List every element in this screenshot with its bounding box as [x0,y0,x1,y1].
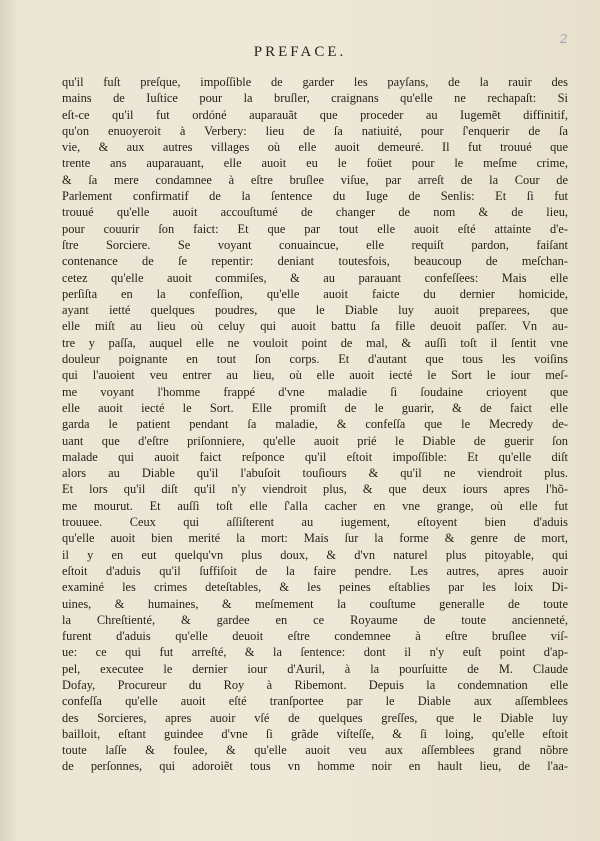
text-line: tre y paſſa, auquel elle ne vouloit point de mal, & auſſi toſt il ſentit vne [62,335,568,350]
text-line: uines, & humaines, & meſmement la couſtume generalle de toute [62,596,568,611]
text-line: trente ans auparauant, elle auoit eu le foüet pour le meſme crime, [62,156,568,171]
text-line: qu'il fuſt preſque, impoſſible de garder les payſans, de la rauir des [62,75,568,89]
text-line: trouué qu'elle auoit accouſtumé de changer de nom & de lieu, [62,205,568,220]
text-line: des Sorcieres, apres auoir vſé de quelques greſſes, que le Diable luy [62,710,568,725]
text-line: Parlement confirmatif de la ſentence du Iuge de Senlis: Et ſi fut [62,189,568,204]
text-line: pel, executee le dernier iour d'Auril, à la pourſuitte de M. Claude [62,661,568,676]
text-line: de perſonnes, qui adoroiẽt tous vn homme noir en hault lieu, de l'aa- [62,759,568,774]
text-line: contenance de ſe repentir: deniant toutesfois, beaucoup de meſchan- [62,254,568,269]
text-line: malade qui auoit faict reſponce qu'il eſtoit impoſſible: Et qu'elle diſt [62,449,568,464]
text-line: Dofay, Procureur du Roy à Ribemont. Depuis la condemnation elle [62,677,568,692]
text-line: uant que d'eſtre priſonniere, qu'elle auoit prié le Diable de guerir ſon [62,433,568,448]
text-line: & ſa mere condamnee à eſtre bruſlee viſue, par arreſt de la Cour de [62,172,568,187]
text-line: perſiſta en la confeſſion, qu'elle auoit faicte du dernier homicide, [62,286,568,301]
text-line: examiné les crimes deteſtables, & les peines eſtablies par les loix Di- [62,580,568,595]
text-line: alors au Diable qu'il l'abuſoit touſiours & qu'il ne viendroit plus. [62,466,568,481]
text-line: mains de Iuſtice pour la bruſler, craignans qu'elle ne rechapaſt: Si [62,91,568,106]
text-line: elle auoit iecté le Sort. Elle promiſt de le guarir, & de faict elle [62,400,568,415]
text-line: ue: ce qui fut arreſté, & la ſentence: dont il n'y euſt point d'ap- [62,645,568,660]
text-line: la Chreſtienté, & gardee en ce Royaume de toute ancienneté, [62,612,568,627]
text-line: qu'elle auoit bien merité la mort: Mais ſur la forme & genre de mort, [62,531,568,546]
text-line: qui l'auoient veu entrer au lieu, où elle auoit iecté le Sort le iour meſ- [62,368,568,383]
text-line: vie, & aux autres villages où elle auoit demeuré. Il fut trouué que [62,140,568,155]
text-line: toute laſſe & foulee, & qu'elle auoit veu aux aſſemblees grand nõbre [62,743,568,758]
text-line: Et lors qu'il diſt qu'il n'y viendroit plus, & que deux iours apres l'hõ- [62,482,568,497]
text-line: confeſſa qu'elle auoit eſté tranſportee par le Diable aux aſſemblees [62,694,568,709]
text-line: bailloit, eſtant guindee d'vne ſi grãde viſteſſe, & ſi loing, qu'elle eſtoit [62,726,568,741]
text-line: me voyant l'homme frappé d'vne maladie ſi ſoudaine crioyent que [62,384,568,399]
text-line: ayant ietté quelques poudres, que le Diable luy auoit preparees, que [62,303,568,318]
text-line: furent d'aduis qu'elle deuoit eſtre condemnee à eſtre bruſlee viſ- [62,629,568,644]
text-line: eſtoit d'aduis qu'il ſuffiſoit de la faire pendre. Les autres, apres auoir [62,563,568,578]
text-line: pour couurir ſon faict: Et que par tout elle auoit eſté attainte d'e- [62,221,568,236]
text-line: eſt-ce qu'il fut ordóné auparauãt que proceder au Iugemẽt diffinitif, [62,107,568,122]
running-head: PREFACE. [253,44,347,60]
text-line: il y en eut quelqu'vn plus doux, & d'vn naturel plus pitoyable, qui [62,547,568,562]
text-line: trouuee. Ceux qui aſſiſterent au iugement, eſtoyent bien d'aduis [62,515,568,530]
folio-mark: 2 [560,32,568,46]
text-line: cetez qu'elle auoit commiſes, & au parauant confeſſees: Mais elle [62,270,568,285]
text-line: elle miſt au lieu où celuy qui auoit battu ſa fille deuoit paſſer. Vn au- [62,319,568,334]
text-line: qu'on enuoyeroit à Verbery: lieu de ſa natiuité, pour ſ'enquerir de ſa [62,123,568,138]
text-line: ſtre Sorciere. Se voyant conuaincue, elle requiſt pardon, faiſant [62,237,568,252]
text-line: douleur poignante en tout ſon corps. Et d'autant que tous les voiſins [62,352,568,367]
text-line: garda le patient pendant ſa maladie, & confeſſa que le Mecredy de- [62,417,568,432]
text-line: me mourut. Et auſſi toſt elle ſ'alla cacher en vne grange, où elle fut [62,498,568,513]
body-text [62,74,568,775]
